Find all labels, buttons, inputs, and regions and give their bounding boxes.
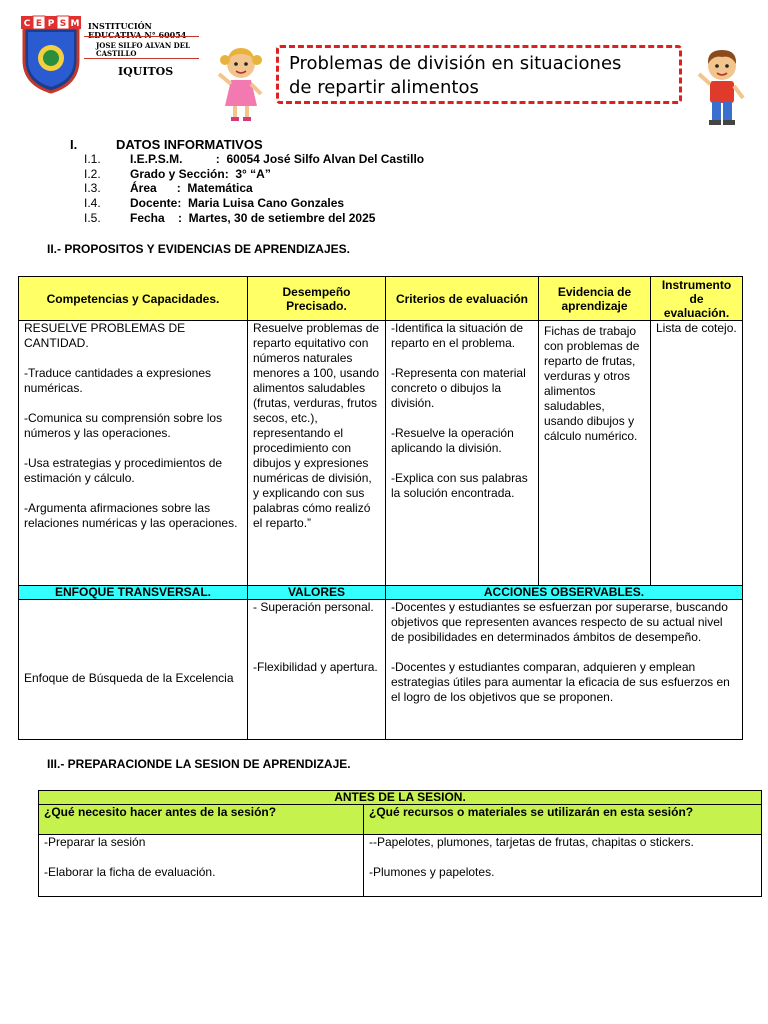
info-docente: Docente: Maria Luisa Cano Gonzales (130, 196, 345, 210)
enfoque-header-row (19, 586, 743, 600)
boy-illustration (693, 46, 751, 128)
acciones-cell (386, 600, 743, 740)
logo-letter: E (35, 19, 43, 29)
table-title-row (39, 791, 762, 805)
capacidad-item: -Comunica su comprensión sobre los números y las operaciones. (24, 411, 223, 440)
header-desempeno: Desempeño Precisado. (248, 277, 386, 321)
lesson-title-line2: de repartir alimentos (289, 77, 479, 98)
criterio-item: -Resuelve la operación aplicando la división. (391, 426, 514, 455)
header-acciones: ACCIONES OBSERVABLES. (386, 586, 743, 600)
info-number: I.1. (84, 152, 101, 166)
girl-illustration (213, 44, 269, 124)
header-divider (84, 58, 199, 59)
school-logo (18, 14, 84, 94)
header-instrumento: Instrumento de evaluación. (651, 277, 743, 321)
criterio-item: -Representa con material concreto o dibujos la división. (391, 366, 526, 410)
info-area: Área : Matemática (130, 181, 253, 195)
institution-name: INSTITUCIÓN EDUCATIVA N° 60054 (88, 21, 187, 40)
section-title: DATOS INFORMATIVOS (116, 137, 263, 152)
table-row (19, 600, 743, 740)
valores-cell (248, 600, 386, 740)
criterio-item: -Explica con sus palabras la solución encontrada. (391, 471, 528, 500)
table-header-row (39, 805, 762, 835)
table-row (39, 835, 762, 897)
evidencia-cell (539, 321, 651, 586)
recurso-item: -Plumones y papelotes. (369, 865, 495, 879)
necesito-item: -Elaborar la ficha de evaluación. (44, 865, 216, 879)
enfoque-cell: Enfoque de Búsqueda de la Excelencia (19, 600, 248, 740)
logo-letter: M (70, 19, 80, 29)
recursos-cell (364, 835, 762, 897)
valor-item: - Superación personal. (253, 600, 374, 614)
competencia-title: RESUELVE PROBLEMAS DE CANTIDAD. (24, 321, 186, 350)
capacidad-item: -Traduce cantidades a expresiones numéricas. (24, 366, 211, 395)
valor-item: -Flexibilidad y apertura. (253, 660, 378, 674)
info-fecha: Fecha : Martes, 30 de setiembre del 2025 (130, 211, 376, 225)
recurso-item: --Papelotes, plumones, tarjetas de frutas, chapitas o stickers. (369, 835, 694, 849)
section-title: II.- PROPOSITOS Y EVIDENCIAS DE APRENDIZAJES. (47, 242, 350, 256)
desempeno-cell: Resuelve problemas de reparto equitativo con números naturales menores a 100, usando alimentos saludables (frutas, verduras, frutos secos, etc.), representando el procedimiento con dibujos y expresiones numéricas de división, y explicando con sus palabras cómo realizó el reparto.” (248, 321, 386, 586)
header-divider (84, 36, 199, 37)
preparacion-table (38, 790, 762, 897)
capacidad-item: -Argumenta afirmaciones sobre las relaciones numéricas y las operaciones. (24, 501, 238, 530)
antes-sesion-title: ANTES DE LA SESION. (39, 791, 762, 805)
header-evidencia: Evidencia de aprendizaje (539, 277, 651, 321)
instrumento-cell: Lista de cotejo. (651, 321, 743, 586)
header-valores: VALORES (248, 586, 386, 600)
institution-city: IQUITOS (118, 65, 174, 78)
section-title: III.- PREPARACIONDE LA SESION DE APRENDIZAJE. (47, 757, 351, 771)
table-header-row (19, 277, 743, 321)
capacidad-item: -Usa estrategias y procedimientos de estimación y cálculo. (24, 456, 223, 485)
info-iepsm: I.E.P.S.M. : 60054 José Silfo Alvan Del Castillo (130, 152, 425, 166)
info-number: I.5. (84, 211, 101, 225)
header-enfoque: ENFOQUE TRANSVERSAL. (19, 586, 248, 600)
info-number: I.4. (84, 196, 101, 210)
logo-letter: P (47, 19, 55, 29)
accion-item: -Docentes y estudiantes comparan, adquieren y emplean estrategias útiles para aumentar la eficacia de sus esfuerzos en el logro de los objetivos que se proponen. (391, 660, 730, 704)
info-grado: Grado y Sección: 3° “A” (130, 167, 271, 181)
competencias-cell (19, 321, 248, 586)
header-necesito: ¿Qué necesito hacer antes de la sesión? (39, 805, 364, 835)
necesito-item: -Preparar la sesión (44, 835, 146, 849)
logo-letter: S (59, 19, 67, 29)
accion-item: -Docentes y estudiantes se esfuerzan por superarse, buscando objetivos que representen avances respecto de su actual nivel de posibilidades en determinados ámbitos de desempeño. (391, 600, 728, 644)
section-number: I. (70, 137, 78, 152)
necesito-cell (39, 835, 364, 897)
criterios-cell (386, 321, 539, 586)
propositos-table (18, 276, 743, 740)
header-competencias: Competencias y Capacidades. (19, 277, 248, 321)
institution-subtitle: JOSE SILFO ALVAN DEL CASTILLO (96, 41, 190, 58)
criterio-item: -Identifica la situación de reparto en el problema. (391, 321, 524, 350)
lesson-title-line1: Problemas de división en situaciones (289, 53, 622, 74)
header-criterios: Criterios de evaluación (386, 277, 539, 321)
evidencia-text: Fichas de trabajo con problemas de reparto de frutas, verduras y otros alimentos saludables, usando dibujos y cálculo numérico. (544, 324, 640, 443)
info-number: I.3. (84, 181, 101, 195)
logo-letter: C (23, 19, 31, 29)
table-row (19, 321, 743, 586)
info-number: I.2. (84, 167, 101, 181)
lesson-title (276, 45, 682, 104)
header-recursos: ¿Qué recursos o materiales se utilizarán en esta sesión? (364, 805, 762, 835)
